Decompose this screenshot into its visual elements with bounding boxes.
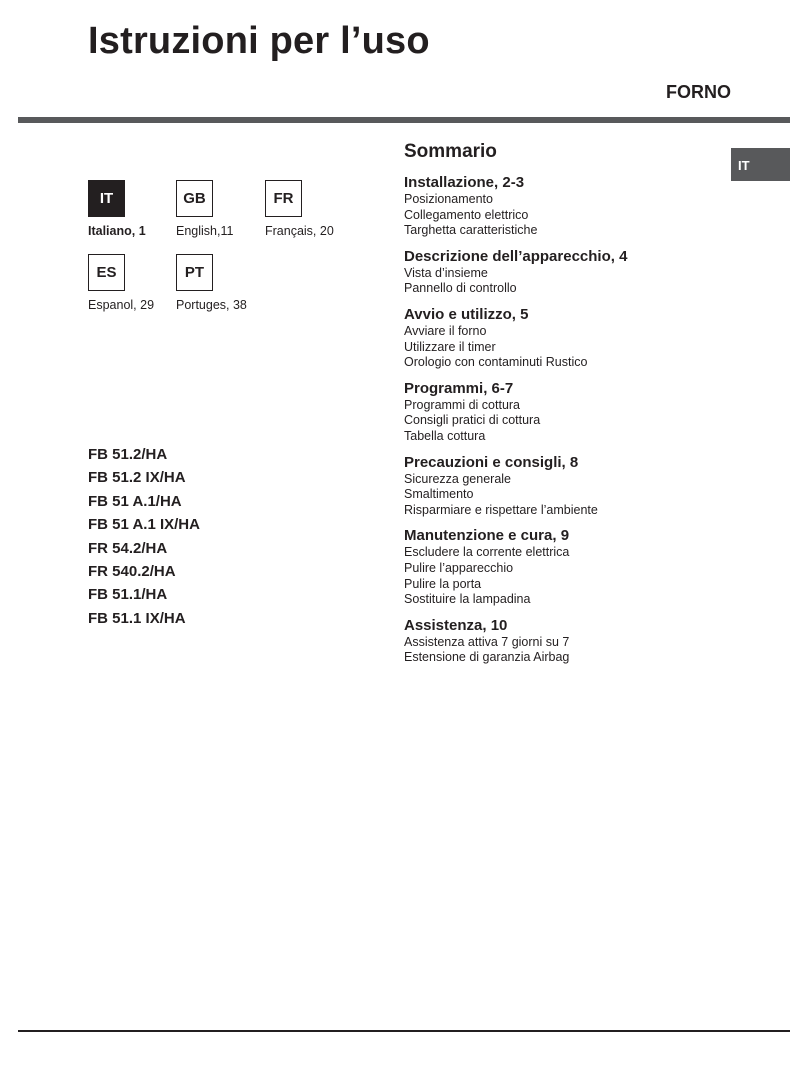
table-of-contents	[404, 141, 724, 674]
language-label: English,11	[176, 224, 234, 238]
page-title: Istruzioni per l’uso	[88, 20, 430, 62]
toc-item[interactable]: Smaltimento	[404, 487, 474, 502]
language-option-it[interactable]	[88, 180, 176, 254]
toc-heading[interactable]: Manutenzione e cura, 9	[404, 527, 570, 545]
language-label: Italiano, 1	[88, 224, 146, 238]
footer-divider	[18, 1030, 790, 1032]
language-label: Portuges, 38	[176, 298, 247, 312]
toc-heading[interactable]: Programmi, 6-7	[404, 379, 514, 397]
language-option-es[interactable]	[88, 254, 176, 328]
toc-item[interactable]: Targhetta caratteristiche	[404, 223, 538, 238]
language-option-gb[interactable]	[176, 180, 265, 254]
toc-heading[interactable]: Precauzioni e consigli, 8	[404, 453, 579, 471]
model-name: FB 51.2/HA	[88, 446, 168, 463]
toc-heading[interactable]: Assistenza, 10	[404, 616, 508, 634]
language-option-fr[interactable]	[265, 180, 365, 254]
language-code-box: ES	[88, 254, 125, 291]
language-side-tab: IT	[731, 148, 790, 181]
language-code-box: FR	[265, 180, 302, 217]
toc-item[interactable]: Collegamento elettrico	[404, 207, 529, 222]
toc-item[interactable]: Posizionamento	[404, 192, 493, 206]
model-list	[88, 443, 200, 630]
model-name: FR 540.2/HA	[88, 563, 176, 581]
toc-item[interactable]: Vista d’insieme	[404, 265, 488, 280]
toc-section-programmi	[404, 379, 724, 445]
toc-section-avvio	[404, 305, 724, 371]
toc-section-descrizione	[404, 247, 724, 297]
toc-item[interactable]: Avviare il forno	[404, 323, 487, 338]
model-name: FB 51.1 IX/HA	[88, 609, 186, 627]
model-name: FR 54.2/HA	[88, 539, 168, 557]
toc-section-manutenzione	[404, 526, 724, 607]
model-name: FB 51.1/HA	[88, 586, 168, 604]
toc-item[interactable]: Sicurezza generale	[404, 471, 512, 486]
toc-section-assistenza	[404, 616, 724, 666]
toc-item[interactable]: Assistenza attiva 7 giorni su 7	[404, 634, 570, 649]
toc-item[interactable]: Pulire la porta	[404, 576, 482, 591]
language-option-pt[interactable]	[176, 254, 265, 328]
toc-item[interactable]: Escludere la corrente elettrica	[404, 545, 570, 560]
language-label: Espanol, 29	[88, 298, 155, 312]
model-name: FB 51 A.1/HA	[88, 492, 182, 510]
toc-item[interactable]: Sostituire la lampadina	[404, 592, 531, 607]
toc-item[interactable]: Programmi di cottura	[404, 397, 521, 412]
toc-heading[interactable]: Descrizione dell’apparecchio, 4	[404, 247, 628, 265]
language-code-box: PT	[176, 254, 213, 291]
model-name: FB 51.2 IX/HA	[88, 469, 186, 487]
language-code-box: GB	[176, 180, 213, 217]
toc-section-installazione	[404, 173, 724, 239]
toc-item[interactable]: Utilizzare il timer	[404, 339, 496, 354]
toc-item[interactable]: Risparmiare e rispettare l’ambiente	[404, 502, 598, 517]
toc-item[interactable]: Pannello di controllo	[404, 281, 517, 296]
toc-item[interactable]: Orologio con contaminuti Rustico	[404, 355, 588, 370]
toc-heading[interactable]: Avvio e utilizzo, 5	[404, 305, 529, 323]
language-code-box: IT	[88, 180, 125, 217]
toc-item[interactable]: Consigli pratici di cottura	[404, 413, 541, 428]
toc-heading[interactable]: Installazione, 2-3	[404, 174, 525, 191]
toc-section-precauzioni	[404, 453, 724, 519]
toc-title: Sommario	[404, 141, 497, 162]
model-name: FB 51 A.1 IX/HA	[88, 516, 200, 534]
header-divider	[18, 117, 790, 123]
toc-item[interactable]: Pulire l’apparecchio	[404, 560, 514, 575]
toc-item[interactable]: Estensione di garanzia Airbag	[404, 650, 570, 665]
language-selector	[88, 180, 365, 328]
toc-item[interactable]: Tabella cottura	[404, 428, 486, 443]
product-name: FORNO	[666, 82, 731, 102]
language-label: Français, 20	[265, 224, 334, 238]
